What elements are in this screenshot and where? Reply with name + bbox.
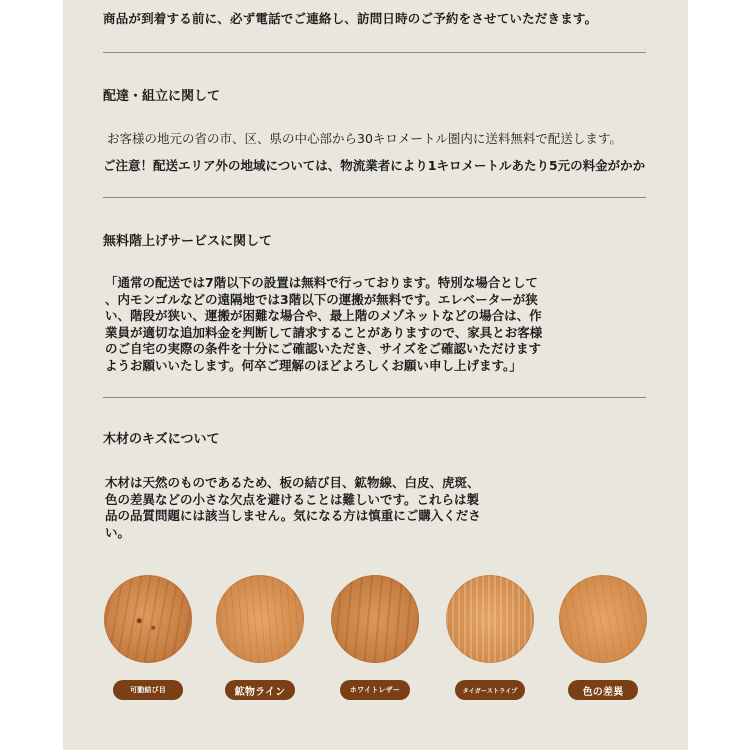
paragraph-line: 木材は天然のものであるため、板の結び目、鉱物線、白皮、虎斑、 [105,475,480,490]
stairs-heading: 無料階上げサービスに関して [103,234,273,249]
divider [103,52,646,53]
wood-sample-knot-image [104,575,192,663]
delivery-line-2: ご注意！配送エリア外の地域については、物流業者により1キロメートルあたり5元の料金がかか [103,158,646,173]
paragraph-line: 「通常の配送では7階以下の設置は無料で行っております。特別な場合として [105,275,538,290]
paragraph-line: 、内モンゴルなどの遠隔地では3階以下の運搬が無料です。エレベーターが狭 [105,291,538,307]
wood-heading: 木材のキズについて [103,432,220,447]
paragraph-line: ようお願いいたします。何卒ご理解のほどよろしくお願い申し上げます。」 [105,357,522,373]
divider [103,197,646,198]
wood-sample-tiger-stripe-image [446,575,534,663]
wood-sample-white-sapwood-image [331,575,419,663]
paragraph-line: のご自宅の実際の条件を十分にご確認いただき、サイズをご確認いただけます [105,341,542,356]
sample-label: 色の差異 [568,680,638,700]
sample-label: タイガーストライプ [455,680,525,700]
wood-paragraph [105,475,515,541]
paragraph-line: い、階段が狭い、運搬が困難な場合や、最上階のメゾネットなどの場合は、作 [105,308,542,323]
paragraph-line: 色の差異などの小さな欠点を避けることは難しいです。これらは製 [105,491,480,507]
sample-label: ホワイトレザー [340,680,410,700]
paragraph-line: い。 [105,524,131,540]
stairs-paragraph [105,275,583,374]
delivery-heading: 配達・組立に関して [103,89,221,104]
intro-text: 商品が到着する前に、必ず電話でご連絡し、訪問日時のご予約をさせていただきます。 [103,11,598,26]
sample-label: 可動結び目 [113,680,183,700]
content-panel [63,0,688,750]
wood-sample-mineral-line-image [216,575,304,663]
divider [103,397,646,398]
delivery-line-1: お客様の地元の省の市、区、県の中心部から30キロメートル圏内に送料無料で配送します。 [107,131,622,146]
wood-sample-color-difference-image [559,575,647,663]
sample-label: 鉱物ライン [225,680,295,700]
paragraph-line: 品の品質問題には該当しません。気になる方は慎重にご購入くださ [105,508,481,523]
paragraph-line: 業員が適切な追加料金を判断して請求することがありますので、家具とお客様 [105,324,543,340]
